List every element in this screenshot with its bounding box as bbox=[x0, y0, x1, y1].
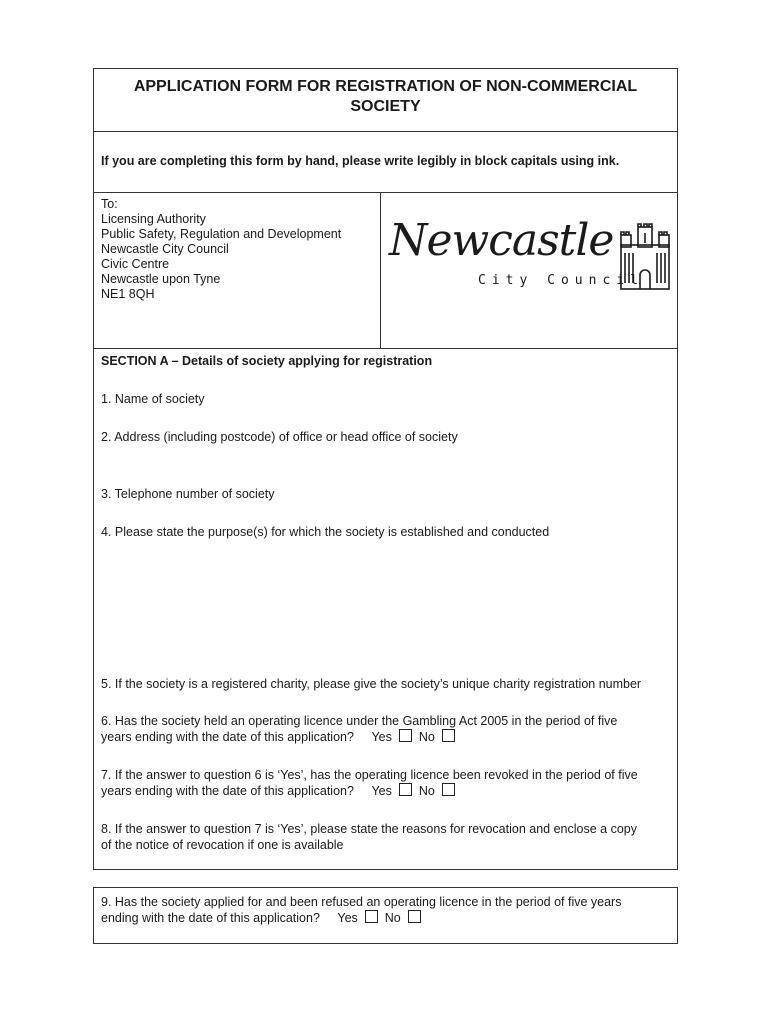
question-8 bbox=[101, 821, 671, 853]
instruction-text: If you are completing this form by hand, please write legibly in block capitals using ink. bbox=[101, 154, 620, 168]
address-line: Newcastle upon Tyne bbox=[101, 272, 221, 286]
question-8-line-1: 8. If the answer to question 7 is ‘Yes’, please state the reasons for revocation and enclose a copy bbox=[101, 822, 637, 836]
question-7-line-1: 7. If the answer to question 6 is ‘Yes’, has the operating licence been revoked in the period of five bbox=[101, 768, 638, 782]
q6-yes-checkbox[interactable] bbox=[399, 729, 412, 742]
section-a-heading: SECTION A – Details of society applying for registration bbox=[101, 354, 433, 368]
title-line-2: SOCIETY bbox=[350, 98, 421, 115]
logo-box bbox=[380, 192, 678, 349]
logo-subtitle: City Council bbox=[478, 273, 644, 288]
question-4: 4. Please state the purpose(s) for which the society is established and conducted bbox=[101, 525, 550, 539]
q7-no-checkbox[interactable] bbox=[442, 783, 455, 796]
instruction-box bbox=[93, 131, 678, 193]
question-6-line-1: 6. Has the society held an operating licence under the Gambling Act 2005 in the period of five bbox=[101, 714, 618, 728]
question-8-line-2: of the notice of revocation if one is available bbox=[101, 838, 344, 852]
q9-yes-label: Yes bbox=[337, 911, 358, 925]
question-1: 1. Name of society bbox=[101, 392, 205, 406]
q6-yes-label: Yes bbox=[371, 730, 392, 744]
address-line: Licensing Authority bbox=[101, 212, 206, 226]
question-6-line-2-text: years ending with the date of this application? bbox=[101, 730, 354, 744]
address-line: Public Safety, Regulation and Development bbox=[101, 227, 342, 241]
question-9-line-1: 9. Has the society applied for and been refused an operating licence in the period of five years bbox=[101, 895, 622, 909]
address-to: To: bbox=[101, 197, 118, 211]
question-7-line-2-text: years ending with the date of this application? bbox=[101, 784, 354, 798]
section-question-9 bbox=[93, 887, 678, 944]
question-9-line-2-text: ending with the date of this application? bbox=[101, 911, 320, 925]
question-7-line-2 bbox=[101, 783, 671, 799]
logo-wordmark: Newcastle bbox=[389, 215, 614, 266]
question-6 bbox=[101, 713, 671, 745]
q6-no-label: No bbox=[418, 730, 435, 744]
question-5: 5. If the society is a registered charity, please give the society’s unique charity registration number bbox=[101, 677, 642, 691]
question-9 bbox=[101, 894, 671, 926]
q7-yes-checkbox[interactable] bbox=[399, 783, 412, 796]
q7-yes-label: Yes bbox=[371, 784, 392, 798]
q9-yes-checkbox[interactable] bbox=[365, 910, 378, 923]
address-line: Newcastle City Council bbox=[101, 242, 229, 256]
question-2: 2. Address (including postcode) of office or head office of society bbox=[101, 430, 458, 444]
address-line: Civic Centre bbox=[101, 257, 170, 271]
question-7 bbox=[101, 767, 671, 799]
form-title bbox=[93, 68, 678, 132]
address-box bbox=[93, 192, 381, 349]
q9-no-checkbox[interactable] bbox=[408, 910, 421, 923]
q6-no-checkbox[interactable] bbox=[442, 729, 455, 742]
q9-no-label: No bbox=[384, 911, 401, 925]
title-line-1: APPLICATION FORM FOR REGISTRATION OF NON-COMMERCIAL bbox=[133, 78, 638, 95]
q7-no-label: No bbox=[418, 784, 435, 798]
question-9-line-2 bbox=[101, 910, 671, 926]
council-logo bbox=[386, 215, 676, 305]
question-3: 3. Telephone number of society bbox=[101, 487, 275, 501]
question-6-line-2 bbox=[101, 729, 671, 745]
castle-crest-icon bbox=[618, 223, 672, 291]
section-a bbox=[93, 348, 678, 870]
address-line: NE1 8QH bbox=[101, 287, 155, 301]
